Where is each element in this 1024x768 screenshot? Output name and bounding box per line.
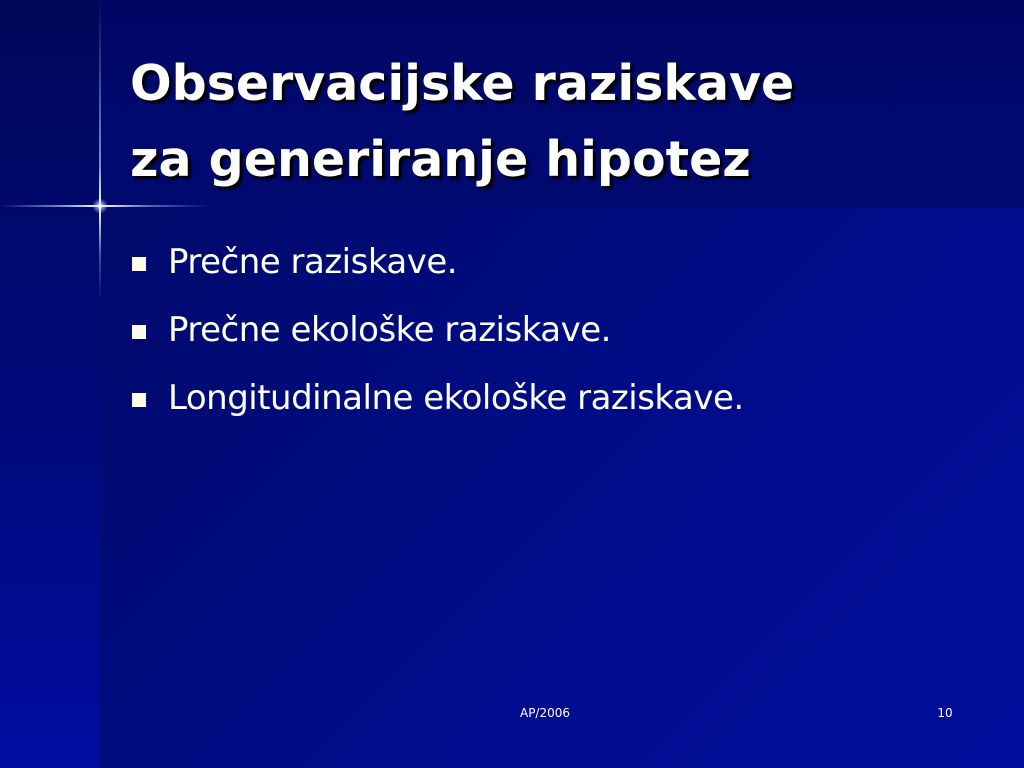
square-bullet-icon [132,393,146,407]
bullet-item [132,364,1012,432]
slide-number: 10 [937,706,953,720]
footer-author-year: AP/2006 [519,706,571,720]
square-bullet-icon [132,325,146,339]
left-decorative-band [0,0,100,768]
square-bullet-icon [132,257,146,271]
slide-title-line-2: za generiranje hipotez [130,131,751,188]
bullet-text: Longitudinalne ekološke raziskave. [168,378,744,418]
slide-title-line-1: Observacijske raziskave [130,55,795,112]
light-flare-decoration [92,198,108,214]
vertical-light-line [99,0,101,300]
bullet-list [132,228,1012,432]
slide-title [130,46,1010,198]
bullet-text: Prečne raziskave. [168,242,458,282]
bullet-item [132,228,1012,296]
bullet-item [132,296,1012,364]
bullet-text: Prečne ekološke raziskave. [168,310,611,350]
